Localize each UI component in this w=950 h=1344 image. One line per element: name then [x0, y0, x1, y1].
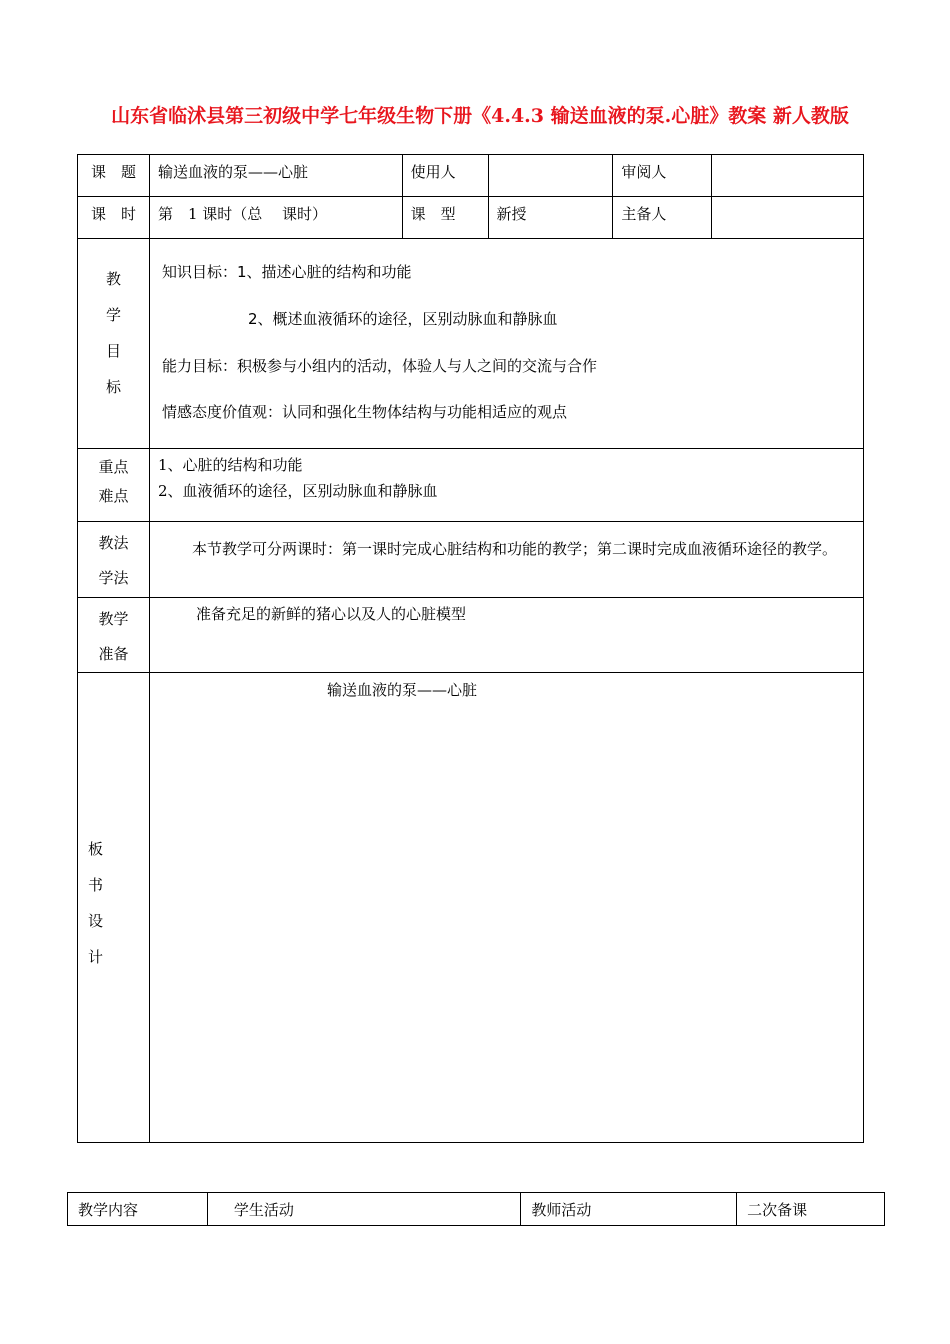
preparation-content: 准备充足的新鲜的猪心以及人的心脏模型 [149, 598, 863, 673]
header-row-period [78, 197, 864, 239]
teaching-content-header: 教学内容 [68, 1193, 208, 1226]
methods-content: 本节教学可分两课时：第一课时完成心脏结构和功能的教学；第二课时完成血液循环途径的教学。 [149, 522, 863, 598]
preparer-label: 主备人 [613, 197, 712, 239]
board-design-row [78, 673, 864, 1143]
key-points-label: 重点 难点 [78, 449, 150, 522]
key-points-row [78, 449, 864, 522]
topic-value: 输送血液的泵——心脏 [149, 155, 402, 197]
objectives-row [78, 239, 864, 449]
teaching-process-header [68, 1193, 885, 1226]
emotion-objective: 情感态度价值观：认同和强化生物体结构与功能相适应的观点 [161, 403, 567, 421]
second-preparation-header: 二次备课 [737, 1193, 885, 1226]
methods-label: 教法 学法 [78, 522, 150, 598]
preparer-value [712, 197, 864, 239]
user-label: 使用人 [402, 155, 488, 197]
user-value [488, 155, 613, 197]
reviewer-value [712, 155, 864, 197]
period-label: 课 时 [78, 197, 150, 239]
objectives-label: 教 学 目 标 [78, 239, 150, 449]
board-design-content [149, 673, 863, 1143]
teacher-activity-header: 教师活动 [521, 1193, 737, 1226]
knowledge-objective-2: 2、概述血液循环的途径，区别动脉血和静脉血 [247, 310, 558, 328]
ability-objective: 能力目标：积极参与小组内的活动，体验人与人之间的交流与合作 [161, 357, 597, 375]
topic-label: 课 题 [78, 155, 150, 197]
preparation-label: 教学 准备 [78, 598, 150, 673]
reviewer-label: 审阅人 [613, 155, 712, 197]
teaching-process-table [67, 1192, 885, 1226]
period-value: 第 1 课时（总 课时） [149, 197, 402, 239]
document-title: 山东省临沭县第三初级中学七年级生物下册《4.4.3 输送血液的泵.心脏》教案 新人教版 [111, 105, 849, 127]
preparation-row [78, 598, 864, 673]
knowledge-objective-1: 知识目标：1、描述心脏的结构和功能 [161, 263, 412, 281]
board-design-label: 板 书 设 计 [78, 673, 150, 1143]
board-design-heading: 输送血液的泵——心脏 [326, 681, 477, 699]
header-row-topic [78, 155, 864, 197]
lesson-type-label: 课 型 [402, 197, 488, 239]
key-point-1: 1、心脏的结构和功能 [157, 456, 303, 474]
student-activity-header: 学生活动 [207, 1193, 521, 1226]
methods-row [78, 522, 864, 598]
key-points-content [149, 449, 863, 522]
objectives-content [149, 239, 863, 449]
key-point-2: 2、血液循环的途径，区别动脉血和静脉血 [157, 482, 438, 500]
lesson-plan-table [77, 154, 864, 1143]
lesson-type-value: 新授 [488, 197, 613, 239]
